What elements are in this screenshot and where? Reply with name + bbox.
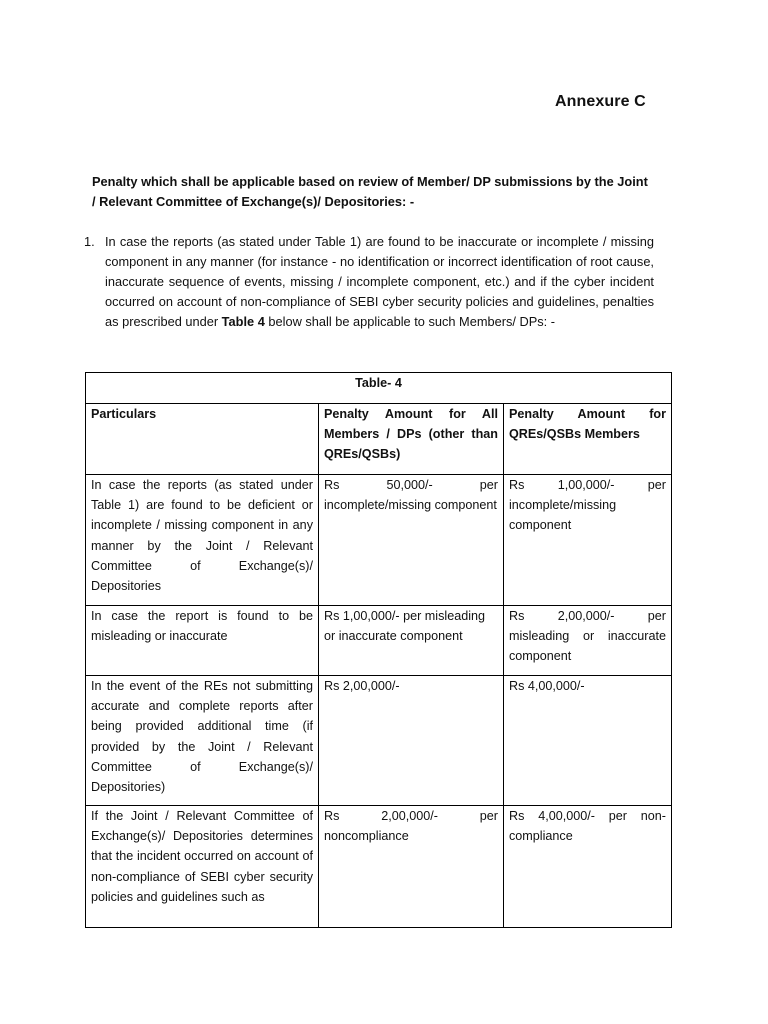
table-cell-penalty-all: Rs 50,000/- per incomplete/missing component — [319, 475, 504, 606]
table-cell-particulars: In the event of the REs not submitting accurate and complete reports after being provided additional time (if provided by the Joint / Relevant Committee of Exchange(s)/ Depositories) — [86, 676, 319, 806]
table-row — [86, 606, 672, 676]
section-heading: Penalty which shall be applicable based on review of Member/ DP submissions by the Joint / Relevant Committee of Exchange(s)/ Depositories: - — [92, 174, 648, 209]
paragraph-text-part-2: below shall be applicable to such Members/ DPs: - — [264, 314, 556, 329]
table-cell-penalty-qre: Rs 1,00,000/- per incomplete/missing component — [504, 475, 672, 606]
paragraph-text-part-1: In case the reports (as stated under Table 1) are found to be inaccurate or incomplete / missing component in any manner (for instance - no identification or incorrect identification of root cause, inaccurate sequence of events, missing / incomplete component, etc.) and if the cyber incident occurred on account of non-compliance of SEBI cyber security policies and guidelines, penalties as prescribed under — [105, 234, 654, 329]
table-cell-penalty-all: Rs 1,00,000/- per misleading or inaccurate component — [319, 606, 504, 676]
table-caption: Table- 4 — [86, 373, 672, 404]
table-cell-penalty-qre: Rs 2,00,000/- per misleading or inaccurate component — [504, 606, 672, 676]
numbered-paragraph — [84, 232, 654, 332]
header-penalty-qre-qsb: Penalty Amount for QREs/QSBs Members — [504, 404, 672, 475]
table-row — [86, 806, 672, 928]
table-row — [86, 676, 672, 806]
paragraph-number: 1. — [84, 234, 95, 249]
table-row — [86, 475, 672, 606]
table-cell-particulars: In case the report is found to be misleading or inaccurate — [86, 606, 319, 676]
table-cell-particulars: If the Joint / Relevant Committee of Exchange(s)/ Depositories determines that the incident occurred on account of non-compliance of SEBI cyber security policies and guidelines such as — [86, 806, 319, 928]
table-cell-penalty-all: Rs 2,00,000/- per noncompliance — [319, 806, 504, 928]
penalty-table — [85, 372, 672, 928]
table-cell-penalty-qre: Rs 4,00,000/- — [504, 676, 672, 806]
header-penalty-all-members: Penalty Amount for All Members / DPs (other than QREs/QSBs) — [319, 404, 504, 475]
paragraph-text — [105, 232, 654, 332]
table-cell-particulars: In case the reports (as stated under Table 1) are found to be deficient or incomplete / missing component in any manner by the Joint / Relevant Committee of Exchange(s)/ Depositories — [86, 475, 319, 606]
header-particulars: Particulars — [86, 404, 319, 475]
table-cell-penalty-qre: Rs 4,00,000/- per non-compliance — [504, 806, 672, 928]
annexure-title: Annexure C — [555, 93, 646, 110]
paragraph-text-table-ref: Table 4 — [221, 314, 265, 329]
table-cell-penalty-all: Rs 2,00,000/- — [319, 676, 504, 806]
